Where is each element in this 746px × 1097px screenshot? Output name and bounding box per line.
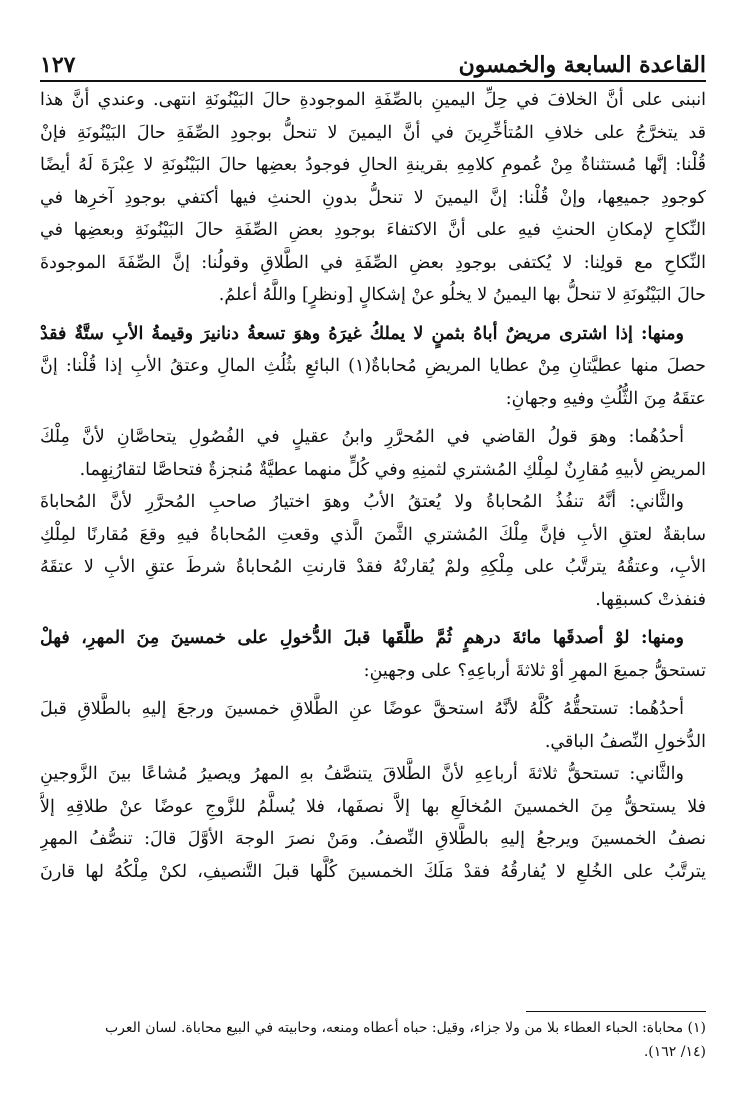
footnote [40, 1016, 706, 1064]
running-title: القاعدة السابعة والخمسون [458, 52, 706, 78]
body-line: الدُّخولِ النِّصفُ الباقي. [544, 731, 706, 752]
body-line: أحدُهُما: وهوَ قولُ القاضي في المُحرَّرِ وابنُ عقيلٍ في الفُصُولِ يتحاصَّانِ لأنَّ مِلْكَ [40, 427, 684, 447]
footnote-line: (١) محاباة: الحباء العطاء بلا من ولا جزاء، وقيل: حباه أعطاه ومنعه، وحابيته في البيع محاباة. لسان العرب [104, 1020, 706, 1036]
body-line: المريضِ لأبيهِ مُقارِنٌ لمِلْكِ المُشتري لثمنِهِ وفي كُلٍّ منهما عطيَّةٌ مُنجزةٌ فتحاصَّا لتقارُنِهِما. [79, 459, 706, 480]
body-line: نصفُ الخمسينَ ويرجعُ إليهِ بالطَّلاقِ النِّصفُ. ومَنْ نصرَ الوجهَ الأوَّلَ قالَ: تنصُّفُ المهرِ [40, 829, 706, 849]
body-line: أحدُهُما: تستحقُّهُ كُلَّهُ لأنَّهُ استحقَّ عوضًا عنِ الطَّلاقِ خمسينَ ورجعَ إليهِ بالطَّلاقِ قبلَ [40, 699, 684, 719]
body-line: الأبِ، وعتقُهُ يترتَّبُ على مِلْكِهِ ولمْ يُقارنْهُ فقدْ قارنتِ المُحاباةُ شرطَ عتقِ الأبِ لا عتقَهُ [40, 557, 706, 577]
body-line: النِّكاحِ لإمكانِ الحنثِ فيهِ على أنَّ الاكتفاءَ بوجودِ بعضِ الصِّفَةِ حالَ البَيْنُونَةِ وبعضِها في [40, 220, 706, 240]
body-line: يترتَّبُ على الخُلعِ لا يُفارقُهُ فقدْ مَلَكَ الخمسينَ كُلَّها قبلَ التَّنصيفِ، لكنْ مِلْكُهُ لها قارنَ [40, 861, 706, 882]
body-line: فنفذتْ كسبقِها. [595, 589, 706, 610]
footnote-line: (١٤/ ١٦٢). [643, 1044, 706, 1060]
body-line: انبنى على أنَّ الخلافَ في حِلِّ اليمينِ بالصِّفَةِ الموجودةِ حالَ البَيْنُونَةِ انتهى. وعندي أنَّ هذا [40, 90, 706, 110]
body-line: حصلَ منها عطيَّتانِ مِنْ عطايا المريضِ مُحاباةٌ(١) البائعِ بثُلُثِ المالِ وعتقُ الأبِ إذا قُلْنا: إنَّ [40, 356, 706, 376]
footnote-rule [526, 1011, 706, 1012]
body-line: كوجودِ جميعِها، وإنْ قُلْنا: إنَّ اليمينَ لا تنحلُّ بدونِ الحنثِ فيها أكتفي بوجودِ آخرِها في [40, 187, 706, 208]
body-line: قُلْنا: إنَّها مُستثناةٌ مِنْ عُمومِ كلامِهِ بقرينةِ الحالِ فوجودُ بعضِها حالَ البَيْنُونَةِ لا عِبْرَةَ لَهُ أيضًا [40, 155, 706, 175]
body-line: النِّكاحِ مع قولِنا: لا يُكتفى بوجودِ بعضِ الصِّفَةِ في الطَّلاقِ وقولُنا: إنَّ الصِّفَةَ الموجودةَ [40, 252, 706, 273]
header-rule [40, 80, 706, 82]
body-line: سابقةٌ لعتقِ الأبِ فإنَّ مِلْكَ المُشتري الثَّمنَ الَّذي وقعتِ المُحاباةُ فيهِ وقعَ مُقارنًا لمِلْكِ [40, 524, 706, 545]
body-line: حالَ البَيْنُونَةِ لا تنحلُّ بها اليمينُ لا يخلُو عنْ إشكالٍ [ونظرٍ] واللَّهُ أعلمُ. [218, 285, 706, 305]
page-header [40, 42, 706, 78]
body-line: تستحقُّ جميعَ المهرِ أوْ ثلاثةَ أرباعِهِ؟ على وجهينِ: [363, 660, 706, 681]
body-line: عتقَهُ مِنَ الثُّلُثِ وفيهِ وجهانِ: [505, 388, 706, 409]
body-line: قد يتخرَّجُ على خلافِ المُتأخِّرِينَ في أنَّ اليمينَ لا تنحلُّ بوجودِ الصِّفَةِ حالَ البَيْنُونَةِ فإنْ [40, 122, 706, 143]
body-line: فلا يستحقُّ مِنَ الخمسينَ المُخالَعِ بها إلاَّ نصفَها، فلا يُسلَّمُ للزَّوجِ عوضًا عنْ طلاقِهِ إلاَّ [40, 796, 706, 817]
page-number: ١٢٧ [40, 52, 76, 78]
body-line: والثَّاني: تستحقُّ ثلاثةَ أرباعِهِ لأنَّ الطَّلاقَ يتنصَّفُ بهِ المهرُ ويصيرُ مُشاعًا بينَ الزَّوجينِ [40, 764, 684, 784]
page-body [40, 84, 706, 888]
body-line: والثَّاني: أنَّهُ تنفُذُ المُحاباةُ ولا يُعتقُ الأبُ وهوَ اختيارُ صاحبِ المُحرَّرِ لأنَّ المُحاباةَ [40, 492, 684, 512]
paragraph-lead-line: ومنها: لوْ أصدقَها مائةَ درهمٍ ثُمَّ طلَّقَها قبلَ الدُّخولِ على خمسينَ مِنَ المهرِ، فهلْ [40, 628, 684, 648]
paragraph-lead-line: ومنها: إذا اشترى مريضٌ أباهُ بثمنٍ لا يملكُ غيرَهُ وهوَ تسعةُ دنانيرَ وقيمةُ الأبِ ستَّةٌ فقدْ [40, 323, 684, 344]
